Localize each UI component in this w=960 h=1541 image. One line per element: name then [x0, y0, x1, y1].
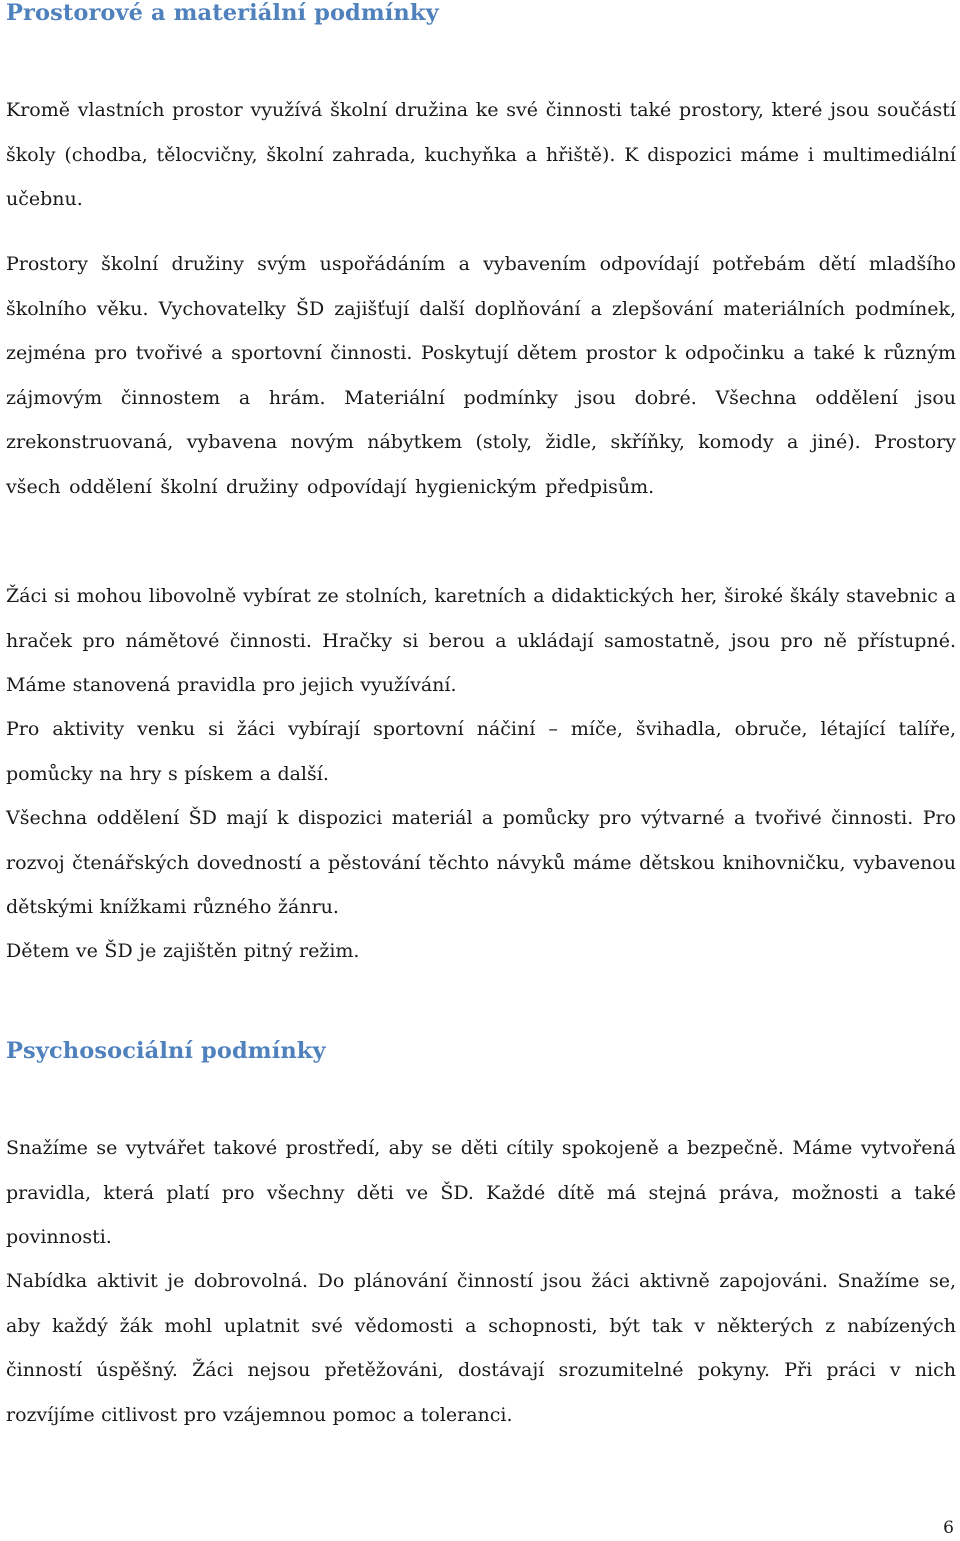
paragraph-outdoor: Pro aktivity venku si žáci vybírají sportovní náčiní – míče, švihadla, obruče, létající talíře, pomůcky na hry s pískem a další. — [6, 718, 956, 785]
paragraph-art-materials: Všechna oddělení ŠD mají k dispozici materiál a pomůcky pro výtvarné a tvořivé činnosti. Pro rozvoj čtenářských dovedností a pěstování těchto návyků máme dětskou knihovničku, vybavenou dětskými knížkami různého žánru. — [6, 807, 956, 918]
paragraph-intro: Kromě vlastních prostor využívá školní družina ke své činnosti také prostory, které jsou součástí školy (chodba, tělocvičny, školní zahrada, kuchyňka a hřiště). K dispozici máme i multimediální učebnu. — [6, 99, 956, 210]
paragraph-games: Žáci si mohou libovolně vybírat ze stolních, karetních a didaktických her, široké škály stavebnic a hraček pro námětové činnosti. Hračky si berou a ukládají samostatně, jsou pro ně přístupné. Máme stanovená pravidla pro jejich využívání. — [6, 585, 956, 696]
paragraph-activities: Nabídka aktivit je dobrovolná. Do plánování činností jsou žáci aktivně zapojováni. Snažíme se, aby každý žák mohl uplatnit své vědomosti a schopnosti, být tak v některých z nabízených činností úspěšný. Žáci nejsou přetěžováni, dostávají srozumitelné pokyny. Při práci v nich rozvíjíme citlivost pro vzájemnou pomoc a toleranci. — [6, 1270, 956, 1426]
paragraph-environment: Snažíme se vytvářet takové prostředí, aby se děti cítily spokojeně a bezpečně. Máme vytvořená pravidla, která platí pro všechny děti ve ŠD. Každé dítě má stejná práva, možnosti a také povinnosti. — [6, 1137, 956, 1248]
page-number: 6 — [943, 1518, 954, 1538]
section-title-psychosocial: Psychosociální podmínky — [6, 1038, 326, 1064]
section-title-spatial-material: Prostorové a materiální podmínky — [6, 0, 439, 26]
paragraph-spaces: Prostory školní družiny svým uspořádáním a vybavením odpovídají potřebám dětí mladšího školního věku. Vychovatelky ŠD zajišťují další doplňování a zlepšování materiálních podmínek, zejména pro tvořivé a sportovní činnosti. Poskytují dětem prostor k odpočinku a také k různým zájmovým činnostem a hrám. Materiální podmínky jsou dobré. Všechna oddělení jsou zrekonstruovaná, vybavena novým nábytkem (stoly, židle, skříňky, komody a jiné). Prostory všech oddělení školní družiny odpovídají hygienickým předpisům. — [6, 253, 956, 498]
paragraph-drinking: Dětem ve ŠD je zajištěn pitný režim. — [6, 940, 360, 962]
